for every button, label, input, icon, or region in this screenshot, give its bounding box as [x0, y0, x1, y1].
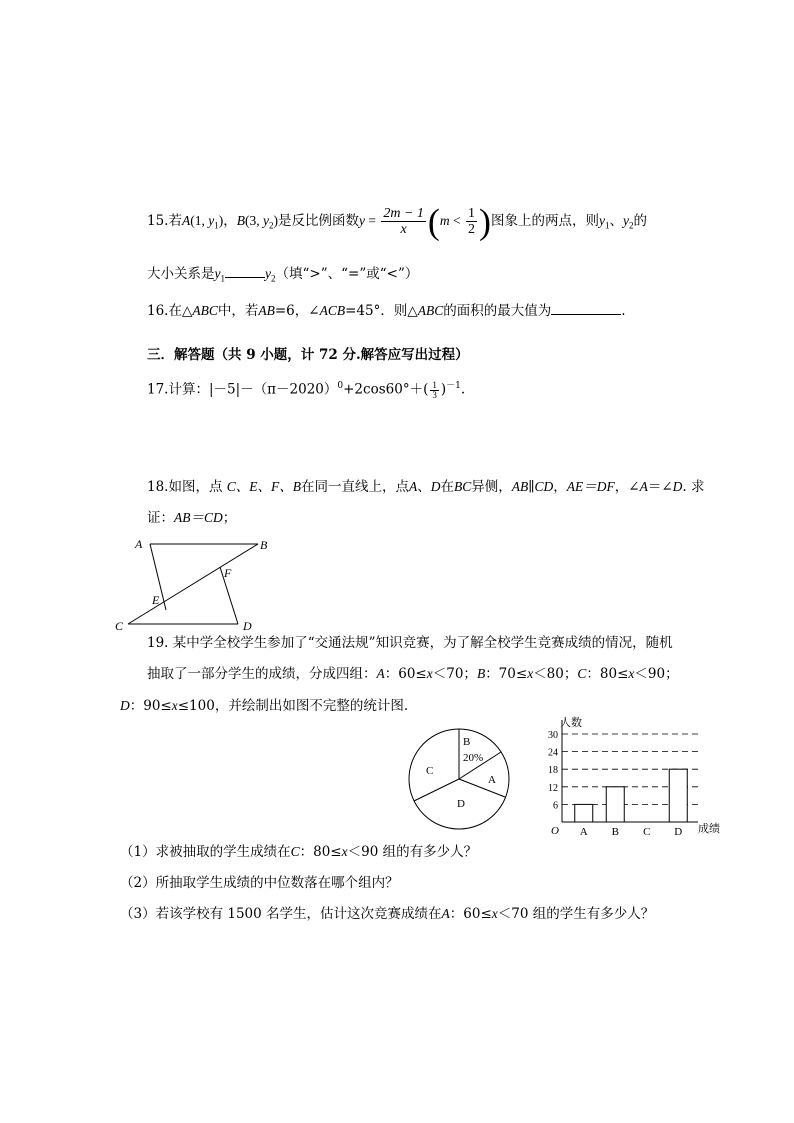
x-tick-label: D: [674, 826, 683, 838]
q15-line1: 15.若A(1, $y_1$)，B(3, $y_2$)是反比例函数y = $\frac{2m - 1}{x}$ (m < $\frac{1}{2}$ )图象上的两点，则$y_1$、$y_2$的: [147, 201, 648, 242]
pie-label-d: D: [457, 798, 465, 810]
y-tick-label: 18: [548, 765, 558, 777]
bar-A: [575, 804, 593, 822]
answer-blank[interactable]: [225, 264, 265, 278]
answer-blank[interactable]: [551, 301, 621, 315]
segment-cb: [128, 544, 258, 624]
label-e: E: [152, 593, 160, 607]
label-f: F: [224, 566, 232, 580]
q18-line1: 18.如图，点 C、E、F、B在同一直线上，点A、D在BC异侧，AB∥CD，AE＝DF，∠A＝∠D. 求: [147, 479, 705, 495]
origin-label: O: [551, 825, 559, 837]
x-axis-label: 成绩: [698, 823, 720, 835]
x-tick-label: B: [611, 826, 619, 838]
point-a: A: [181, 213, 191, 228]
q19-line1: 19. 某中学全校学生参加了“交通法规”知识竞赛，为了解全校学生竞赛成绩的情况，随机: [147, 635, 673, 651]
q15-line2: 大小关系是$y_1$ $y_2$（填“>”、“=”或“<”）: [147, 266, 419, 284]
q16: 16.在△ABC中，若AB=6，∠ACB=45°．则△ABC的面积的最大值为 .: [147, 303, 626, 319]
pie-label-b-pct: 20%: [463, 752, 484, 764]
y-tick-label: 6: [553, 800, 558, 812]
x-tick-label: A: [579, 826, 588, 838]
pie-label-b: B: [463, 736, 471, 748]
y-tick-label: 30: [548, 730, 558, 741]
point-b: B: [236, 213, 245, 228]
q19-sub1: （1）求被抽取的学生成绩在C：80≤x＜90 组的有多少人？: [120, 844, 478, 860]
q19-sub3: （3）若该学校有 1500 名学生，估计这次竞赛成绩在A：60≤x＜70 组的学生有多少人？: [120, 906, 655, 922]
q19-line2: 抽取了一部分学生的成绩，分成四组：A：60≤x＜70；B：70≤x＜80；C：80≤x＜90；: [147, 666, 679, 682]
label-b: B: [260, 538, 268, 552]
label-a: A: [135, 537, 143, 551]
pie-chart: [405, 728, 515, 832]
q19-line3: D：90≤x≤100，并绘制出如图不完整的统计图.: [120, 698, 409, 714]
pie-divider-c-d: [414, 779, 459, 801]
q19-sub2: （2）所抽取学生成绩的中位数落在哪个组内？: [120, 875, 399, 891]
q15-number: 15.: [147, 213, 169, 229]
pie-divider-a-d: [459, 779, 505, 797]
label-c: C: [115, 619, 124, 633]
pie-label-a: A: [488, 774, 496, 786]
section-heading: 三．解答题（共 9 小题，计 72 分.解答应写出过程）: [147, 347, 469, 363]
half-fraction: $\frac{1}{2}$: [468, 206, 476, 237]
q17: 17.计算：$|-5|-(\pi-2020)^0+2\cos 60^\circ+$( $\frac{1}{3}$ )$^{-1}$.: [147, 379, 466, 400]
bar-B: [606, 787, 624, 822]
y-tick-label: 12: [548, 782, 558, 794]
bar-D: [669, 769, 687, 822]
geometry-figure: [110, 535, 280, 635]
function-fraction: $\frac{2m - 1}{x}$: [383, 206, 424, 237]
y-tick-label: 24: [548, 747, 558, 759]
label-d: D: [243, 619, 252, 633]
y-axis-label: 人数: [560, 717, 582, 729]
bar-chart: [538, 712, 738, 842]
q18-line2: 证：AB＝CD；: [147, 510, 237, 526]
x-tick-label: C: [643, 826, 651, 838]
pie-label-c: C: [426, 765, 434, 777]
